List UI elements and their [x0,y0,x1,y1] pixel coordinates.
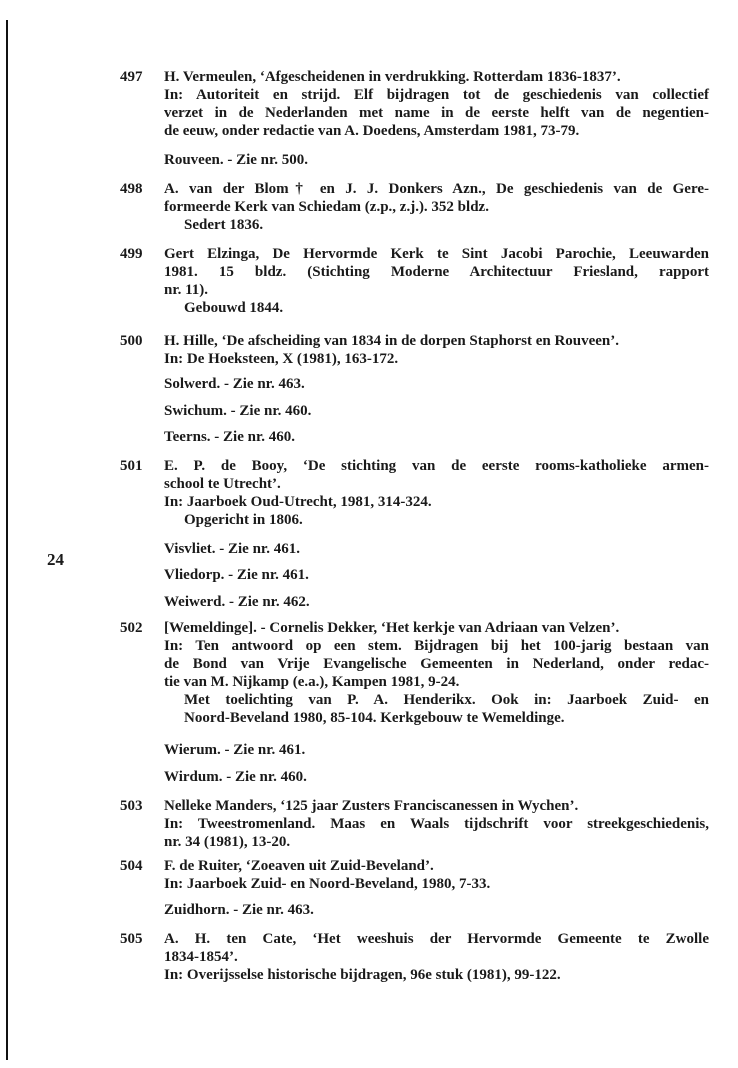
entry-line: de eeuw, onder redactie van A. Doedens, Amsterdam 1981, 73-79. [164,123,580,139]
cross-reference: Rouveen. - Zie nr. 500. [164,152,309,168]
entry-number: 502 [120,620,143,636]
entry-text [164,68,709,140]
entry-line: In: Overijsselse historische bijdragen, 96e stuk (1981), 99-122. [164,967,561,983]
cross-reference: Solwerd. - Zie nr. 463. [164,376,305,392]
entry-line: In: Tweestromenland. Maas en Waals tijdschrift voor streekgeschiedenis, [164,816,709,832]
entry-line: verzet in de Nederlanden met name in de eerste helft van de negentien- [164,105,709,121]
entry-text [164,457,709,529]
entry-note: Sedert 1836. [184,217,264,233]
entry-line: A. van der Blom† en J. J. Donkers Azn., De geschiedenis van de Gere- [164,181,709,197]
entry-text [164,619,709,727]
cross-reference: Swichum. - Zie nr. 460. [164,403,312,419]
entry-line: A. H. ten Cate, ‘Het weeshuis der Hervormde Gemeente te Zwolle [164,931,709,947]
entry-text [164,180,709,234]
entry-note: Noord-Beveland 1980, 85-104. Kerkgebouw te Wemeldinge. [184,710,565,726]
entry-line: H. Hille, ‘De afscheiding van 1834 in de dorpen Staphorst en Rouveen’. [164,333,620,349]
entry-number: 500 [120,333,143,349]
entry-line: school te Utrecht’. [164,476,281,492]
entry-line: de Bond van Vrije Evangelische Gemeenten in Nederland, onder redac- [164,656,709,672]
entry-text [164,797,709,851]
cross-reference: Teerns. - Zie nr. 460. [164,429,295,445]
entry-note: Gebouwd 1844. [184,300,284,316]
entry-line: formeerde Kerk van Schiedam (z.p., z.j.). 352 bldz. [164,199,489,215]
cross-reference: Wierum. - Zie nr. 461. [164,742,306,758]
entry-number: 503 [120,798,143,814]
entry-note: Opgericht in 1806. [184,512,303,528]
entry-line: Gert Elzinga, De Hervormde Kerk te Sint Jacobi Parochie, Leeuwarden [164,246,709,262]
entry-line: In: Jaarboek Oud-Utrecht, 1981, 314-324. [164,494,432,510]
entry-number: 501 [120,458,143,474]
cross-reference: Wirdum. - Zie nr. 460. [164,769,307,785]
entry-line: In: De Hoeksteen, X (1981), 163-172. [164,351,399,367]
entry-text [164,332,709,368]
cross-reference: Weiwerd. - Zie nr. 462. [164,594,310,610]
entry-line: F. de Ruiter, ‘Zoeaven uit Zuid-Beveland’. [164,858,434,874]
entry-number: 498 [120,181,143,197]
entry-line: [Wemeldinge]. - Cornelis Dekker, ‘Het kerkje van Adriaan van Velzen’. [164,620,620,636]
entry-line: E. P. de Booy, ‘De stichting van de eerste rooms-katholieke armen- [164,458,709,474]
cross-reference: Visvliet. - Zie nr. 461. [164,541,300,557]
cross-reference: Zuidhorn. - Zie nr. 463. [164,902,314,918]
entry-line: 1834-1854’. [164,949,238,965]
left-margin-rule [6,20,8,1060]
entry-number: 504 [120,858,143,874]
entry-line: In: Ten antwoord op een stem. Bijdragen bij het 100-jarig bestaan van [164,638,709,654]
cross-reference: Vliedorp. - Zie nr. 461. [164,567,309,583]
entry-line: H. Vermeulen, ‘Afgescheidenen in verdrukking. Rotterdam 1836-1837’. [164,69,621,85]
entry-text [164,857,709,893]
entry-number: 505 [120,931,143,947]
entry-note: Met toelichting van P. A. Henderikx. Ook in: Jaarboek Zuid- en [184,692,709,708]
entry-line: nr. 11). [164,282,209,298]
entry-text [164,930,709,984]
entry-line: In: Jaarboek Zuid- en Noord-Beveland, 1980, 7-33. [164,876,491,892]
entry-text [164,245,709,317]
page-number: 24 [47,550,64,569]
entry-number: 499 [120,246,143,262]
entry-line: In: Autoriteit en strijd. Elf bijdragen tot de geschiedenis van collectief [164,87,709,103]
entry-line: nr. 34 (1981), 13-20. [164,834,291,850]
entry-number: 497 [120,69,143,85]
entry-line: Nelleke Manders, ‘125 jaar Zusters Franciscanessen in Wychen’. [164,798,579,814]
entry-line: 1981. 15 bldz. (Stichting Moderne Architectuur Friesland, rapport [164,264,709,280]
entry-line: tie van M. Nijkamp (e.a.), Kampen 1981, 9-24. [164,674,460,690]
